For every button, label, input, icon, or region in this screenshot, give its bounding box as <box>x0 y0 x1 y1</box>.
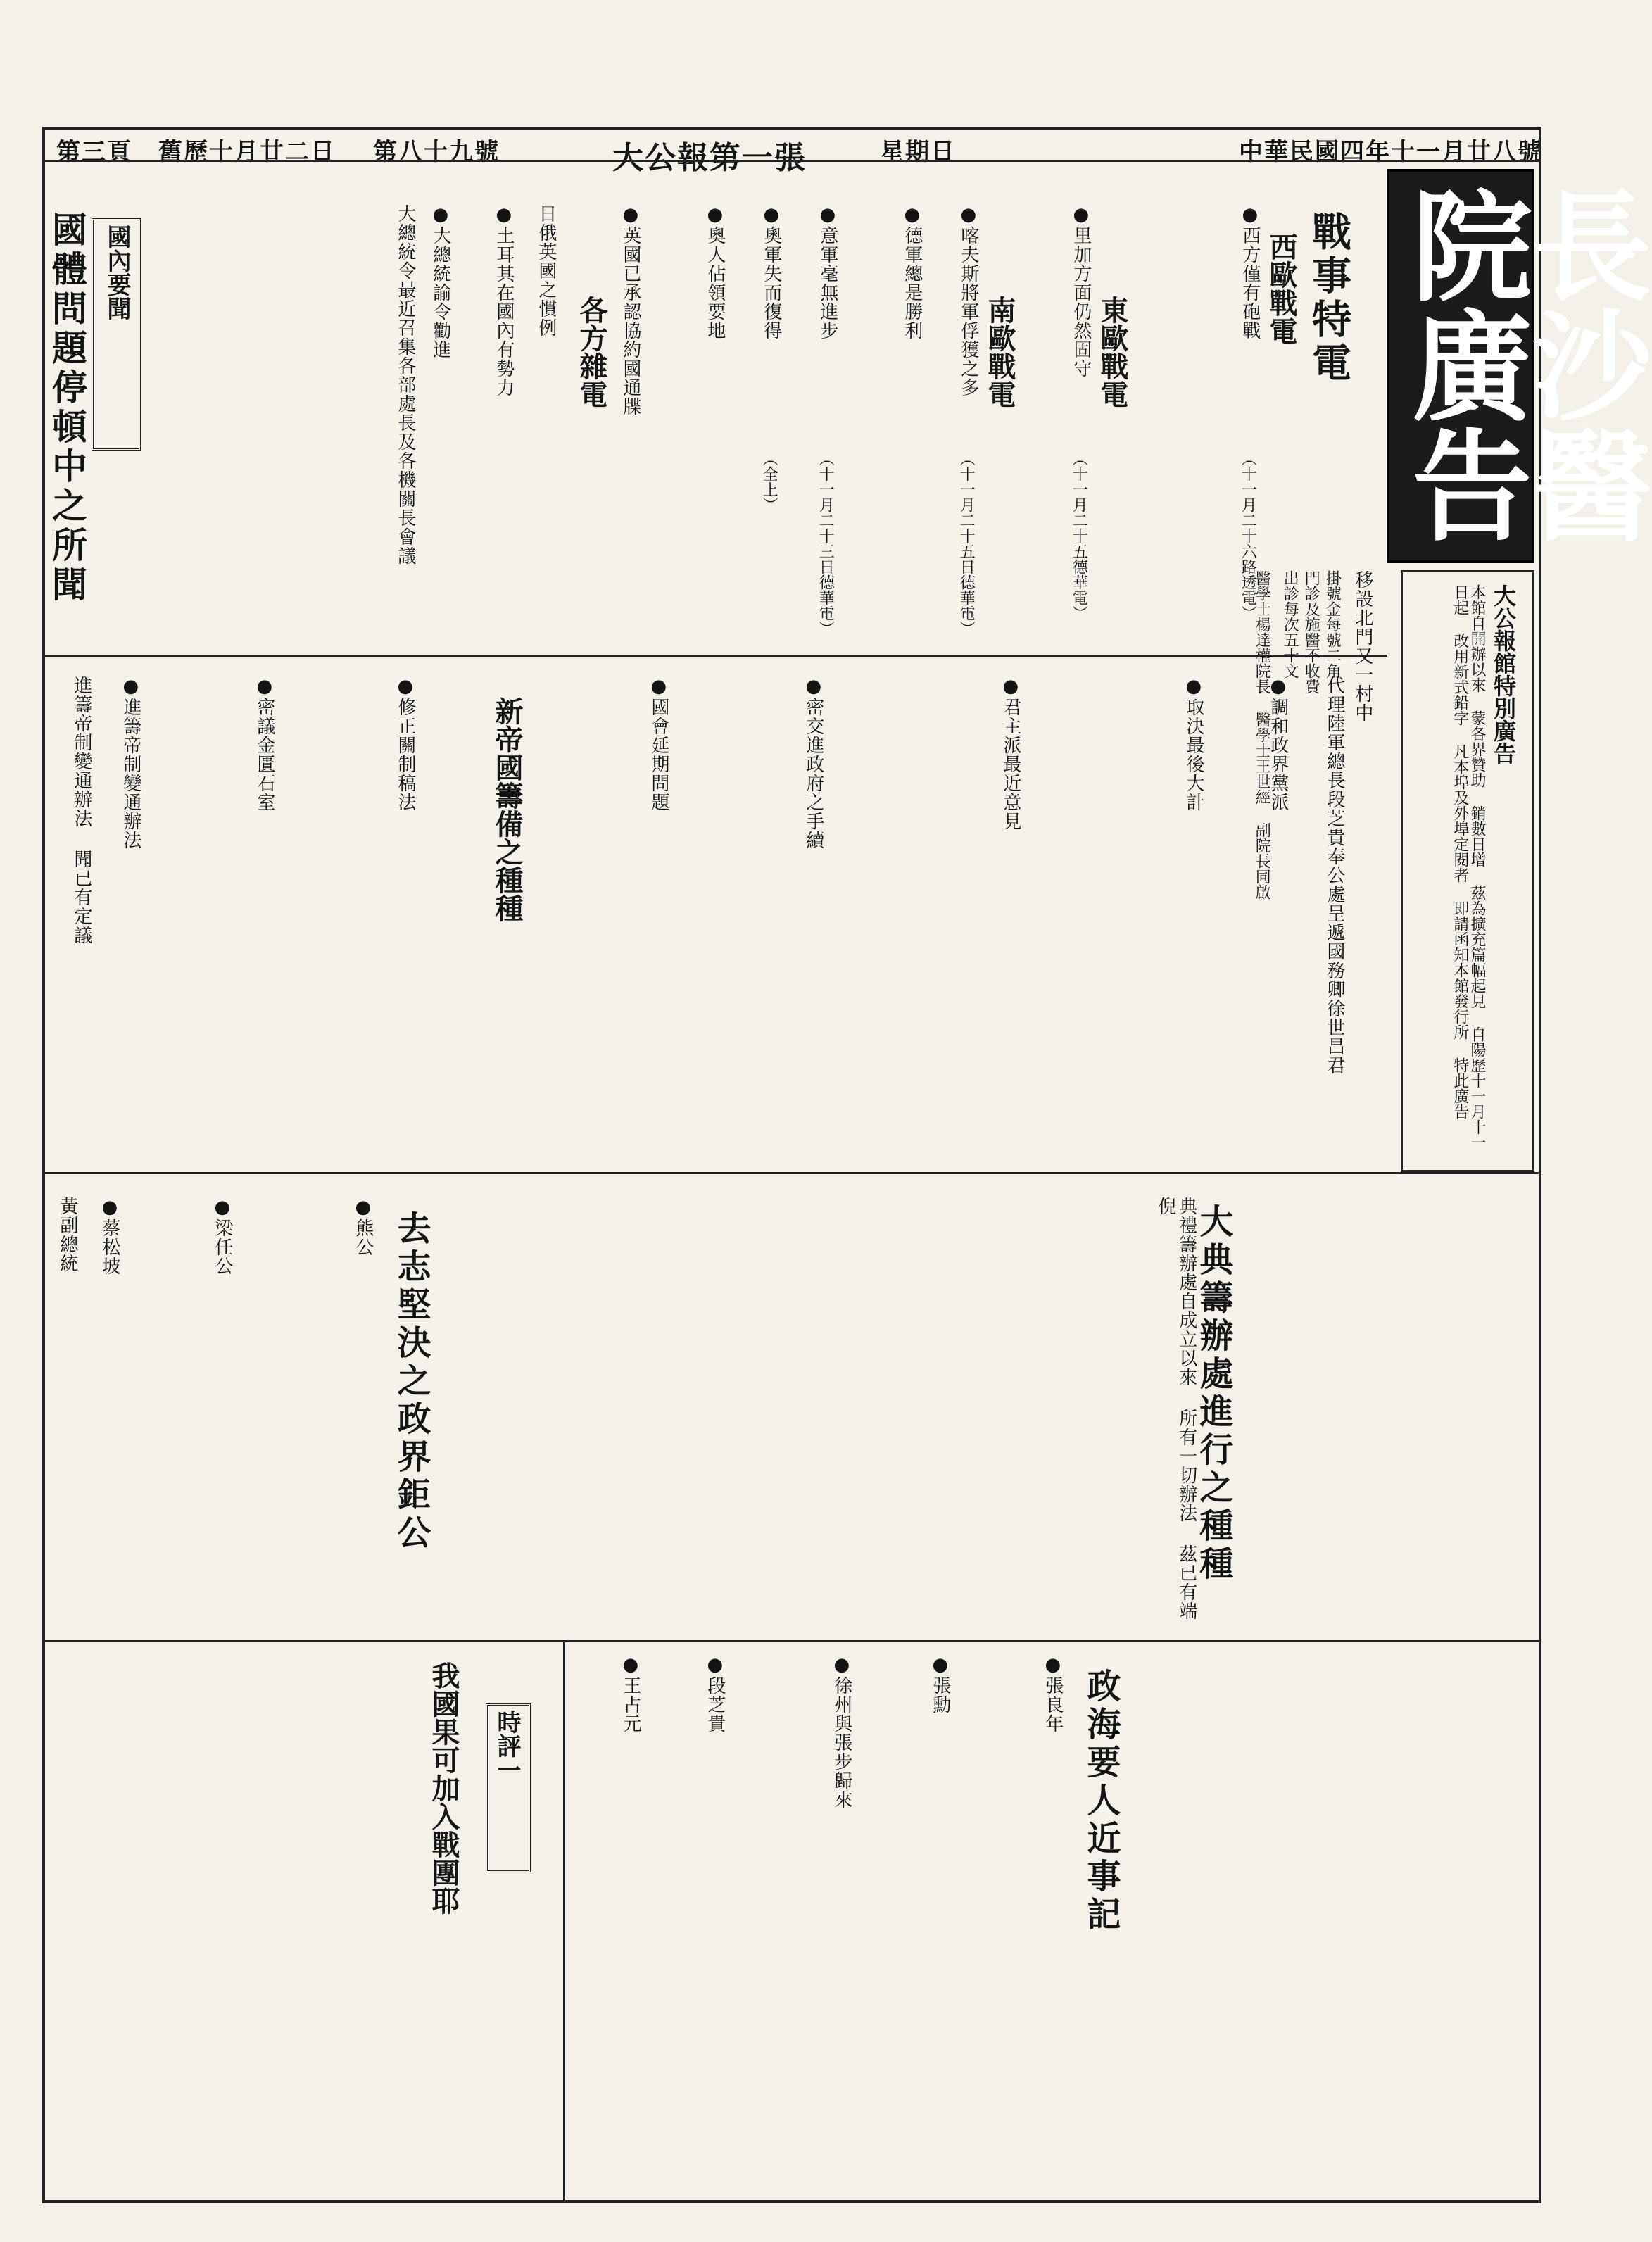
various-telegram-title: 各方雜電 <box>575 296 608 408</box>
domestic-note-1: 大總統令最近召集各部處長及各機關長會議 <box>394 204 416 565</box>
domestic-subhead-8: ● 修正關制稿法 <box>394 676 415 1154</box>
shanghai-name-5: ● 王占元 <box>619 1654 641 2147</box>
east-europe-title: 東歐戰電 <box>1096 296 1129 408</box>
lunar-date: 舊歷十月廿二日 <box>158 138 336 166</box>
domestic-subhead-2: ● 調和政界黨派 <box>1267 676 1288 1154</box>
item-prisoners: ● 喀夫斯將軍俘獲之多 <box>957 204 978 626</box>
domestic-note-2: 代理陸軍總長段芝貴奉公處呈遞國務卿徐世昌君 <box>1323 676 1345 1075</box>
masthead-fee-3: 出診每次五十文 <box>1281 570 1299 679</box>
item-riga: ● 里加方面仍然固守 <box>1070 204 1091 626</box>
various-item-3: ● 土耳其在國內有勢力 <box>493 204 514 626</box>
telegram-ref-2: （十一月二十五德華電） <box>1070 451 1088 621</box>
domestic-subhead-9: ● 密議金匱石室 <box>253 676 275 1154</box>
grand-ceremony-headline: 大典籌辦處進行之種種 <box>1194 1204 1233 1584</box>
domestic-subhead-10: ● 進籌帝制變通辦法 <box>120 676 141 1154</box>
resignation-name-2: ● 梁任公 <box>211 1197 232 1619</box>
weekday: 星期日 <box>880 138 956 166</box>
masthead-fee-2: 門診及施醫不收費 <box>1302 570 1320 694</box>
telegram-ref-5: （全上） <box>760 451 778 512</box>
domestic-section-title: 國內要聞 <box>92 218 141 451</box>
resignation-name-4: 黃副總統 <box>56 1197 78 1273</box>
editorial-section-title: 時評一 <box>486 1703 531 1872</box>
col-divider-4 <box>563 1640 565 2203</box>
shanghai-name-2: ● 張勳 <box>929 1654 950 2147</box>
grand-ceremony-text: 典禮籌辦處自成立以來 所有一切辦法 茲已有端倪 <box>1154 1197 1197 1620</box>
domestic-headline: 國體問題停頓中之所聞 <box>46 211 88 605</box>
masthead-fee-1: 掛號金每號二角 <box>1323 570 1342 679</box>
shanghai-name-3: ● 徐州與張步歸來 <box>831 1654 852 2147</box>
masthead-address: 移設北門又一村中 <box>1351 570 1373 722</box>
various-item-2: 日俄英國之慣例 <box>535 204 557 337</box>
shanghai-headline: 政海要人近事記 <box>1081 1668 1121 1934</box>
resignation-headline: 去志堅決之政界鉅公 <box>391 1211 431 1553</box>
domestic-subhead-3: ● 取決最後大計 <box>1183 676 1204 1154</box>
newspaper-name: 大公報第一張 <box>612 140 807 176</box>
row-divider-1 <box>42 655 1387 657</box>
domestic-subhead-7: 新帝國籌備之種種 <box>491 697 524 922</box>
domestic-subhead-5: ● 密交進政府之手續 <box>802 676 824 1154</box>
item-german-victory: ● 德軍總是勝利 <box>901 204 922 626</box>
row-divider-2 <box>42 1172 1541 1174</box>
domestic-note-3: 進籌帝制變通辦法 聞已有定議 <box>70 676 92 945</box>
ad-title: 大公報館特別廣告 <box>1490 584 1517 764</box>
masthead-note: 醫學士楊達權院長 醫學士王世經 副院長同啟 <box>1253 570 1271 900</box>
item-austrian-regain: ● 奧軍失而復得 <box>760 204 781 626</box>
telegram-ref-1: （十一月二十六路透電） <box>1239 451 1257 621</box>
south-europe-title: 南歐戰電 <box>983 296 1016 408</box>
shanghai-name-4: ● 段芝貴 <box>704 1654 725 2147</box>
war-telegram-title: 戰事特電 <box>1306 211 1352 386</box>
ad-text: 本館自開辦以來 蒙各界贊助 銷數日增 茲為擴充篇幅起見 自陽歷十一月十一日起 改用新式鉛字 凡本埠及外埠定閱者 即請函知本館發行所 特此廣告 <box>1451 584 1486 1150</box>
telegram-ref-3: （十一月二十五日德華電） <box>957 451 976 636</box>
masthead-title: 長沙醫院廣告 <box>1392 184 1652 543</box>
western-europe-title: 西歐戰電 <box>1265 232 1298 345</box>
item-italian: ● 意軍毫無進步 <box>816 204 838 626</box>
domestic-subhead-4: ● 君主派最近意見 <box>1000 676 1021 1154</box>
item-west-artillery: ● 西方僅有砲戰 <box>1239 204 1260 626</box>
row-divider-3 <box>42 1640 1541 1642</box>
masthead-box <box>1387 169 1652 563</box>
page-number: 第三頁 <box>56 138 132 166</box>
editorial-headline: 我國果可加入戰團耶 <box>427 1661 460 1915</box>
various-item-1: ● 英國已承認協約國通牒 <box>619 204 641 626</box>
resignation-name-3: ● 蔡松坡 <box>99 1197 120 1619</box>
republic-date: 中華民國四年十一月廿八號 <box>1239 138 1543 166</box>
shanghai-name-1: ● 張良年 <box>1042 1654 1063 2147</box>
item-austrian-occupy: ● 奧人佔領要地 <box>704 204 725 626</box>
issue-number: 第八十九號 <box>373 138 500 166</box>
resignation-name-1: ● 熊公 <box>352 1197 373 1619</box>
domestic-subhead-6: ● 國會延期問題 <box>648 676 669 1154</box>
telegram-ref-4: （十一月二十三日德華電） <box>816 451 835 636</box>
domestic-subhead-1: ● 大總統諭令勸進 <box>429 204 450 626</box>
